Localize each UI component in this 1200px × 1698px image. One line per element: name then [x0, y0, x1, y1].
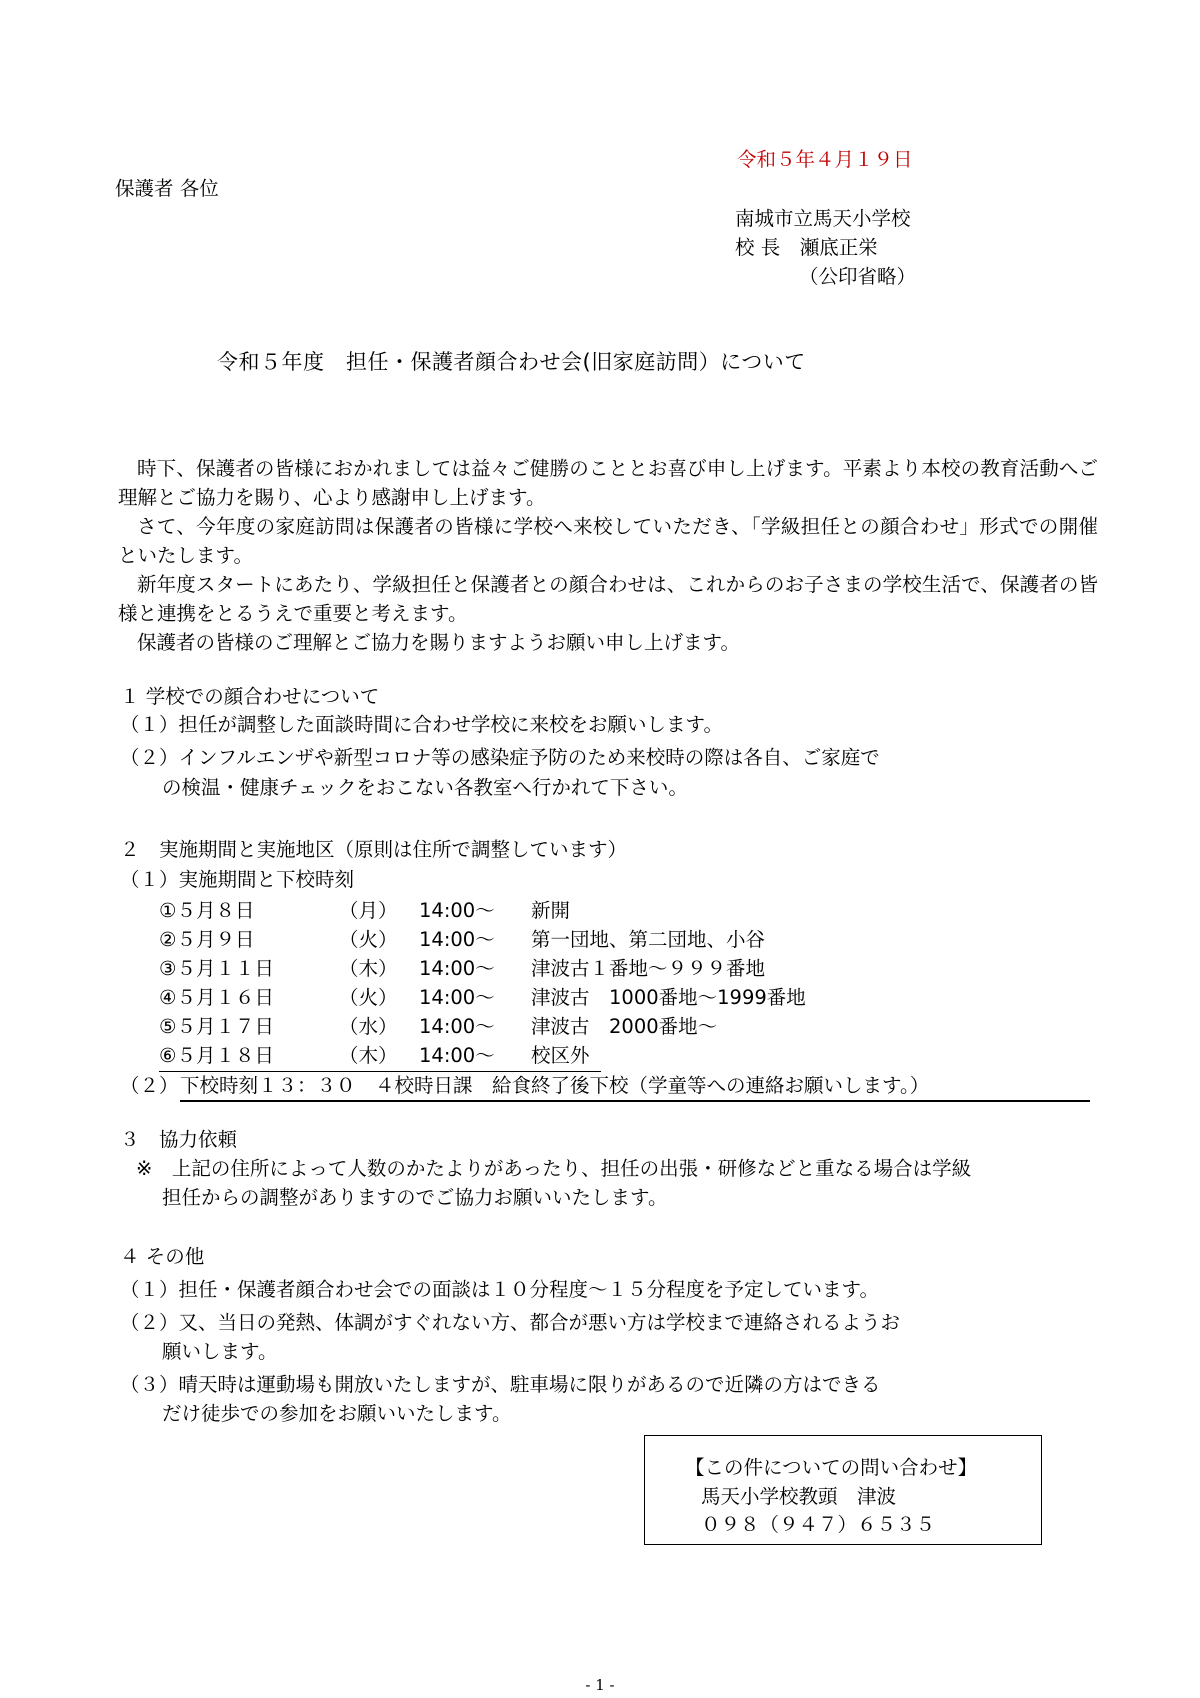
- section2-sub2-text: 下校時刻１３：３０ ４校時日課 給食終了後下校（学童等への連絡お願いします。）: [180, 1074, 930, 1097]
- section3-note-line1: ※ 上記の住所によって人数のかたよりがあったり、担任の出張・研修などと重なる場合は学級: [136, 1157, 972, 1180]
- intro-paragraph: 保護者の皆様のご理解とご協力を賜りますようお願い申し上げます。: [137, 631, 740, 654]
- section1-item1: （１）担任が調整した面談時間に合わせ学校に来校をお願いします。: [120, 713, 723, 736]
- section4-item3-line1: （３）晴天時は運動場も開放いたしますが、駐車場に限りがあるので近隣の方はできる: [120, 1373, 881, 1396]
- contact-person: 馬天小学校教頭 津波: [701, 1485, 897, 1508]
- schedule-area: 津波古 2000番地～: [531, 1015, 718, 1038]
- issue-date: 令和５年４月１９日: [737, 148, 913, 171]
- schedule-day: （月）: [339, 899, 398, 922]
- schedule-day: （火）: [339, 928, 398, 951]
- schedule-date: ②５月９日: [159, 928, 255, 951]
- intro-body: [118, 454, 1098, 657]
- contact-box: [644, 1435, 1042, 1545]
- schedule-area: 新開: [531, 899, 571, 922]
- intro-paragraph: 時下、保護者の皆様におかれましては益々ご健勝のこととお喜び申し上げます。平素より本校の教育活動へご理解とご協力を賜り、心より感謝申し上げます。: [118, 457, 1098, 509]
- seal-omitted-note: （公印省略）: [799, 265, 917, 288]
- section1-heading: １ 学校での顔合わせについて: [120, 685, 380, 708]
- page-number: - 1 -: [585, 1676, 615, 1694]
- section2-heading: ２ 実施期間と実施地区（原則は住所で調整しています）: [120, 838, 628, 861]
- dismissal-underline: [180, 1100, 1090, 1102]
- section4-item2-line1: （２）又、当日の発熱、体調がすぐれない方、都合が悪い方は学校まで連絡されるようお: [120, 1311, 901, 1334]
- contact-heading: 【この件についての問い合わせ】: [685, 1456, 978, 1479]
- schedule-day: （火）: [339, 986, 398, 1009]
- section3-heading: ３ 協力依頼: [120, 1128, 238, 1151]
- schedule-day: （水）: [339, 1015, 398, 1038]
- section4-item1: （１）担任・保護者顔合わせ会での面談は１０分程度～１５分程度を予定しています。: [120, 1278, 879, 1301]
- schedule-area: 第一団地、第二団地、小谷: [531, 928, 766, 951]
- addressee: 保護者 各位: [115, 177, 219, 200]
- principal-name: 校 長 瀬底正栄: [735, 236, 878, 259]
- schedule-time: 14:00～: [419, 986, 495, 1009]
- schedule-time: 14:00～: [419, 899, 495, 922]
- schedule-area: 津波古 1000番地～1999番地: [531, 986, 806, 1009]
- schedule-day: （木）: [339, 957, 398, 980]
- section2-sub2-prefix: （２）: [120, 1074, 179, 1097]
- intro-paragraph: さて、今年度の家庭訪問は保護者の皆様に学校へ来校していただき、「学級担任との顔合わせ」形式での開催といたします。: [118, 515, 1098, 567]
- contact-phone: ０９８（９４７）６５３５: [701, 1513, 936, 1536]
- section1-item2-line2: の検温・健康チェックをおこない各教室へ行かれて下さい。: [162, 776, 688, 799]
- schedule-time: 14:00～: [419, 1044, 495, 1067]
- section4-heading: ４ その他: [120, 1245, 205, 1268]
- section1-item2-line1: （２）インフルエンザや新型コロナ等の感染症予防のため来校時の際は各自、ご家庭で: [120, 746, 880, 769]
- schedule-area: 津波古１番地～９９９番地: [531, 957, 766, 980]
- schedule-day: （木）: [339, 1044, 398, 1067]
- section2-sub1: （１）実施期間と下校時刻: [120, 868, 355, 891]
- section3-note-line2: 担任からの調整がありますのでご協力お願いいたします。: [162, 1186, 668, 1209]
- intro-paragraph: 新年度スタートにあたり、学級担任と保護者との顔合わせは、これからのお子さまの学校生活で、保護者の皆様と連携をとるうえで重要と考えます。: [118, 573, 1098, 625]
- schedule-date: ⑥５月１８日: [159, 1044, 274, 1067]
- document-title: 令和５年度 担任・保護者顔合わせ会(旧家庭訪問）について: [217, 350, 806, 374]
- schedule-date: ③５月１１日: [159, 957, 274, 980]
- schedule-area: 校区外: [531, 1044, 590, 1067]
- schedule-time: 14:00～: [419, 928, 495, 951]
- schedule-time: 14:00～: [419, 1015, 495, 1038]
- school-name: 南城市立馬天小学校: [735, 207, 911, 230]
- schedule-date: ④５月１６日: [159, 986, 274, 1009]
- section4-item3-line2: だけ徒歩での参加をお願いいたします。: [162, 1402, 512, 1425]
- section4-item2-line2: 願いします。: [162, 1340, 278, 1363]
- schedule-time: 14:00～: [419, 957, 495, 980]
- schedule-date: ⑤５月１７日: [159, 1015, 274, 1038]
- schedule-date: ①５月８日: [159, 899, 255, 922]
